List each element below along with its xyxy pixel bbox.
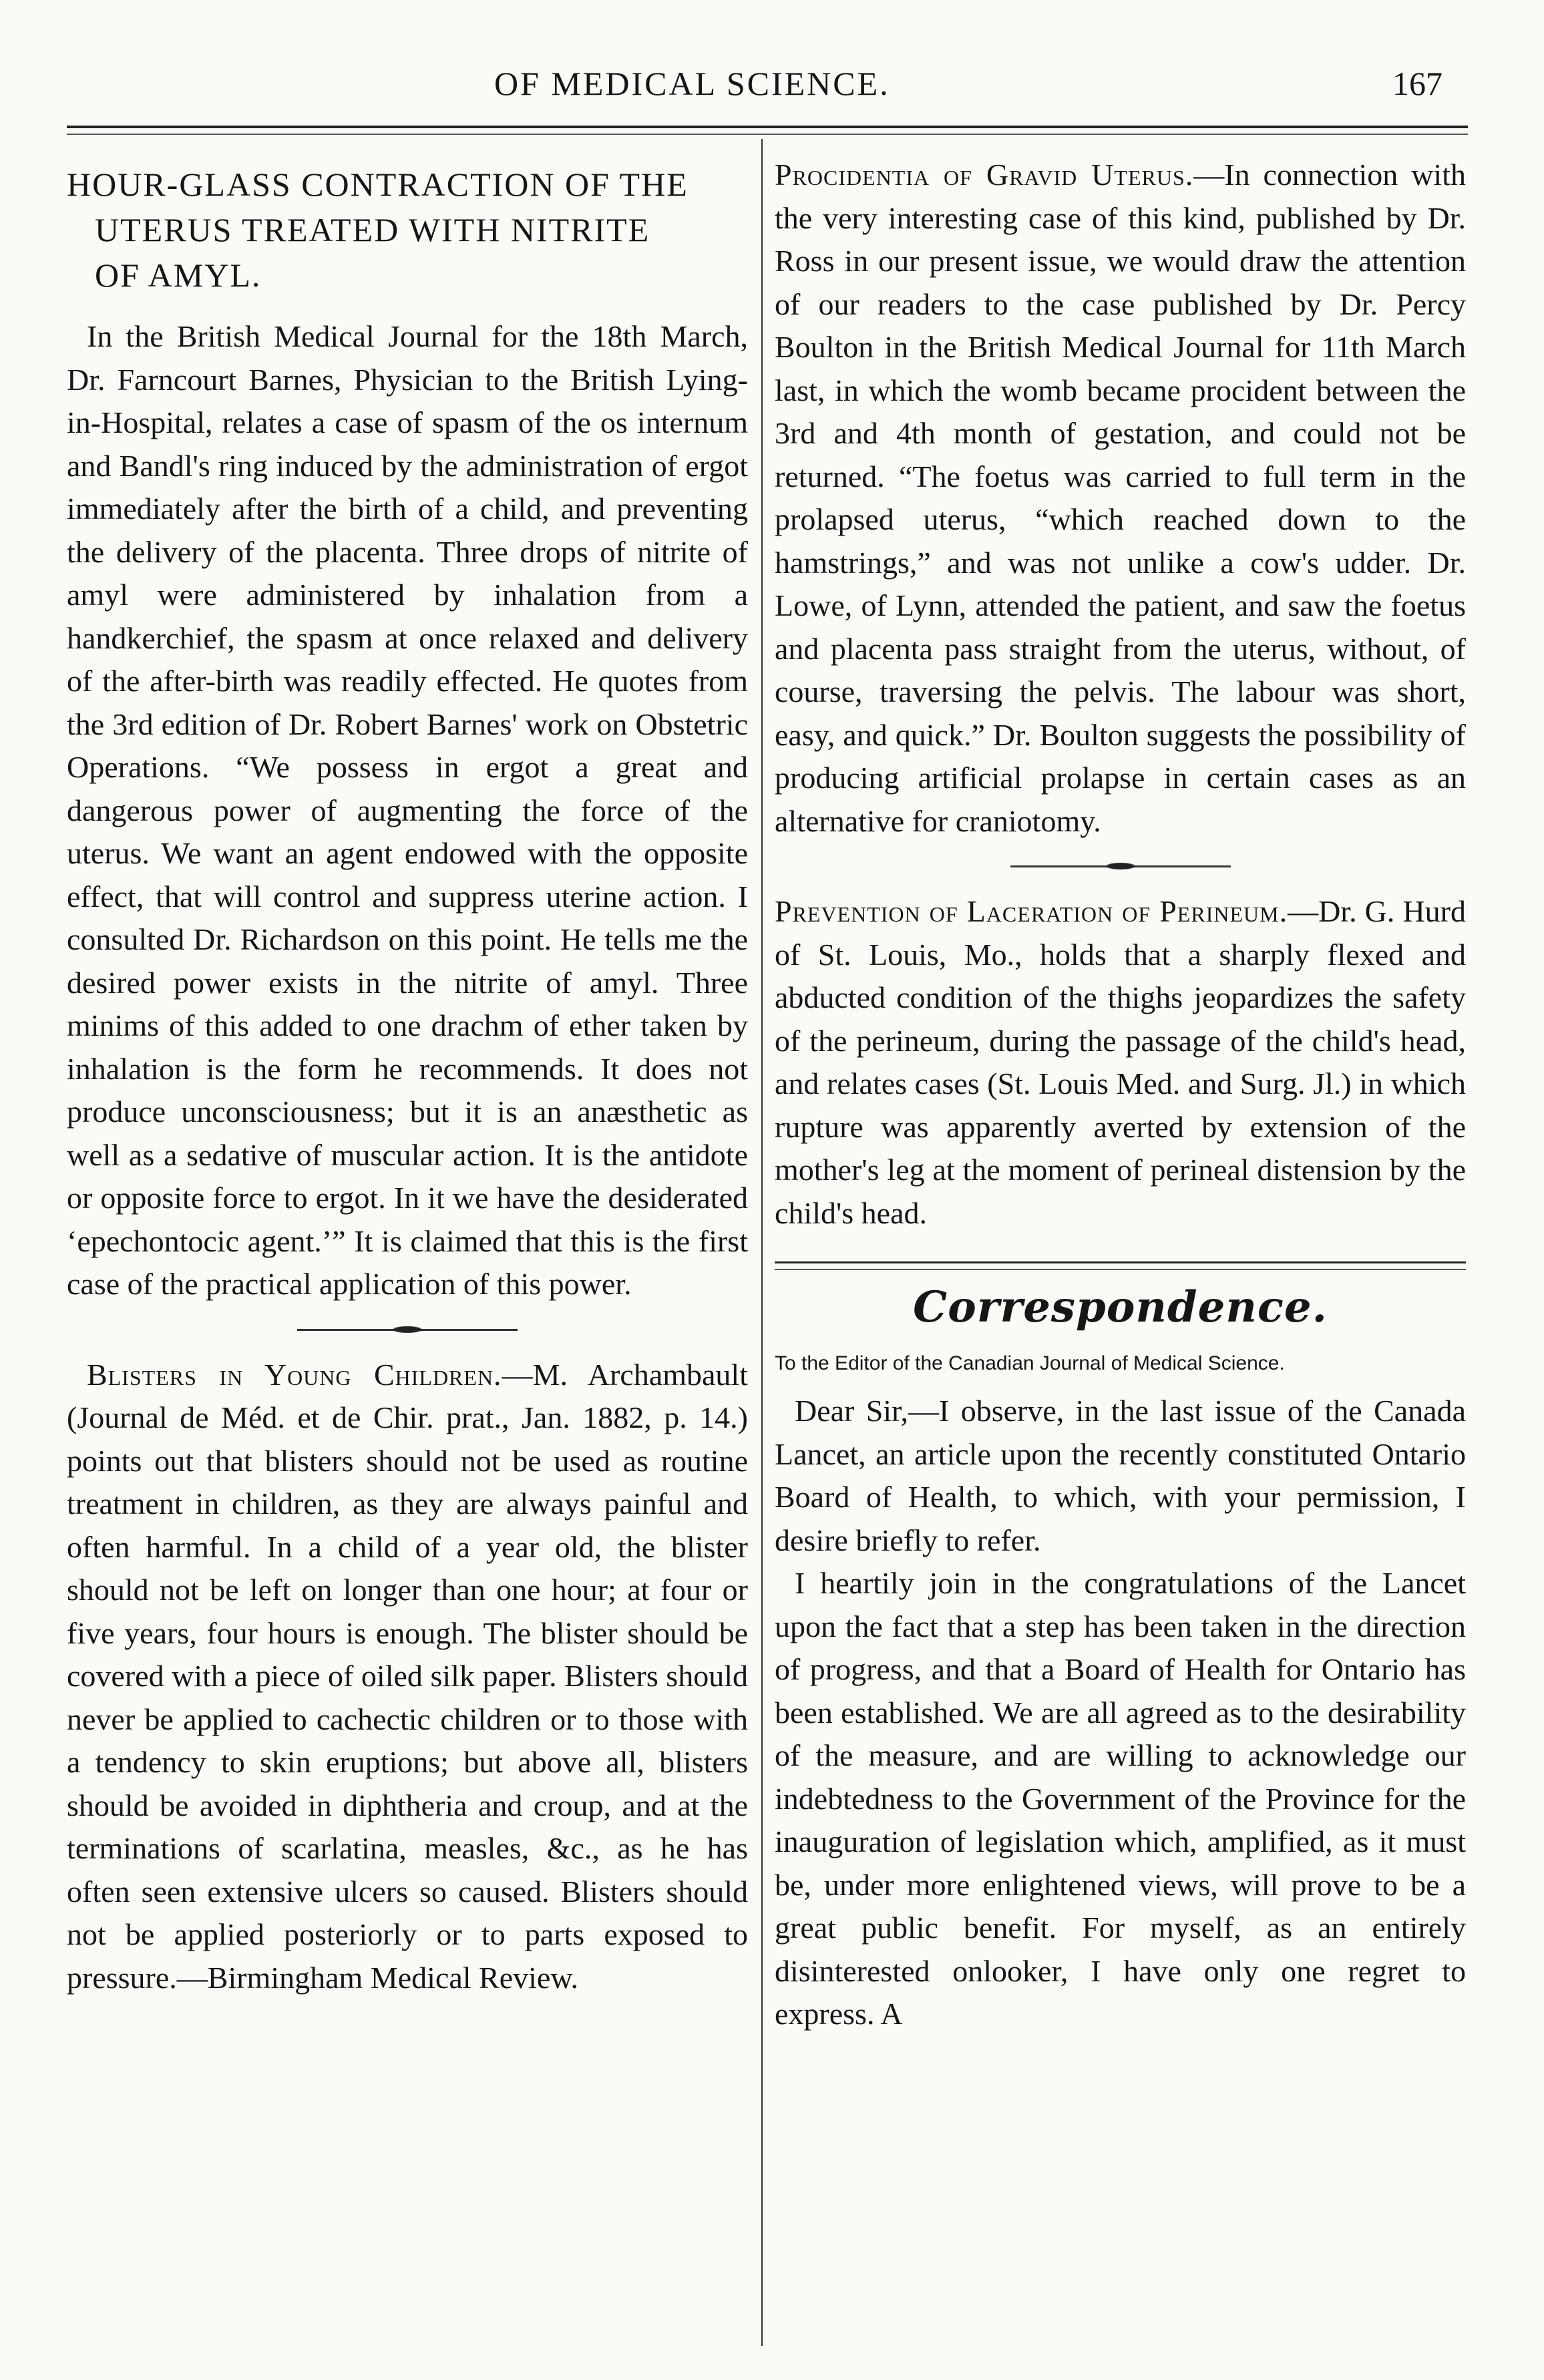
section-separator	[297, 1329, 518, 1331]
article-procidentia	[775, 154, 1466, 843]
article-body-hourglass: In the British Medical Journal for the 18th March, Dr. Farncourt Barnes, Physician to the British Lying-in-Hospital, relates a case of spasm of the os internum and Bandl's ring induced by the administration of ergot immediately after the birth of a child, and preventing the delivery of the placenta. Three drops of nitrite of amyl were administered by inhalation from a handkerchief, the spasm at once relaxed and delivery of the after-birth was readily effected. He quotes from the 3rd edition of Dr. Robert Barnes' work on Obstetric Operations. “We possess in ergot a great and dangerous power of augmenting the force of the uterus. We want an agent endowed with the opposite effect, that will control and suppress uterine action. I consulted Dr. Richardson on this point. He tells me the desired power exists in the nitrite of amyl. Three minims of this added to one drachm of ether taken by inhalation is the form he recommends. It does not produce unconsciousness; but it is an anæsthetic as well as a sedative of muscular action. It is the antidote or opposite force to ergot. In it we have the desiderated ‘epechontocic agent.’” It is claimed that this is the first case of the practical application of this power.	[67, 319, 748, 1301]
article-heading-perineum: Prevention of Laceration of Perineum.	[775, 894, 1288, 928]
section-double-rule	[775, 1261, 1466, 1270]
article-heading-blisters: Blisters in Young Children.	[87, 1357, 502, 1392]
article-body-perineum: —Dr. G. Hurd of St. Louis, Mo., holds that a sharply flexed and abducted condition of the thighs jeopardizes the safety of the perineum, during the passage of the child's head, and relates cases (St. Louis Med. and Surg. Jl.) in which rupture was apparently averted by extension of the mother's leg at the moment of perineal distension by the child's head.	[775, 894, 1466, 1230]
header-rule-thin	[67, 134, 1468, 135]
article-body-procidentia: —In connection with the very interesting case of this kind, published by Dr. Ross in our present issue, we would draw the attention of our readers to the case published by Dr. Percy Boulton in the British Medical Journal for 11th March last, in which the womb became procident between the 3rd and 4th month of gestation, and could not be returned. “The foetus was carried to full term in the prolapsed uterus, “which reached down to the hamstrings,” and was not unlike a cow's udder. Dr. Lowe, of Lynn, attended the patient, and saw the foetus and placenta pass straight from the uterus, without, of course, traversing the pelvis. The labour was short, easy, and quick.” Dr. Boulton suggests the possibility of producing artificial prolapse in certain cases as an alternative for craniotomy.	[775, 158, 1466, 838]
letter-paragraph-2: I heartily join in the congratulations of the Lancet upon the fact that a step has been taken in the direction of progress, and that a Board of Health for Ontario has been established. We are all agreed as to the desirability of the measure, and are willing to acknowledge our indebtedness to the Government of the Province for the inauguration of legislation which, amplified, as it must be, under more enlightened views, will prove to be a great public benefit. For myself, as an entirely disinterested onlooker, I have only one regret to express. A	[775, 1566, 1466, 2031]
column-divider	[761, 139, 763, 2346]
title-line-3: OF AMYL.	[95, 256, 262, 294]
article-blisters	[67, 1354, 748, 2000]
running-head-title: OF MEDICAL SCIENCE.	[494, 65, 890, 102]
letter-paragraph-1: Dear Sir,—I observe, in the last issue of the Canada Lancet, an article upon the recently constituted Ontario Board of Health, to which, with your permission, I desire briefly to refer.	[775, 1394, 1466, 1557]
title-line-1: HOUR-GLASS CONTRACTION OF THE	[67, 166, 689, 203]
section-separator	[1010, 865, 1231, 867]
article-title-hourglass	[67, 162, 748, 298]
right-column	[775, 154, 1466, 2036]
running-head	[0, 57, 1544, 110]
header-rule	[67, 126, 1468, 128]
left-column	[67, 154, 748, 1999]
article-perineum	[775, 890, 1466, 1235]
to-editor-line: To the Editor of the Canadian Journal of Medical Science.	[775, 1352, 1285, 1374]
article-body-blisters: —M. Archambault (Journal de Méd. et de Chir. prat., Jan. 1882, p. 14.) points out that blisters should not be used as routine treatment in children, as they are always painful and often harmful. In a child of a year old, the blister should not be left on longer than one hour; at four or five years, four hours is enough. The blister should be covered with a piece of oiled silk paper. Blisters should never be applied to cachectic children or to those with a tendency to skin eruptions; but above all, blisters should be avoided in diphtheria and croup, and at the terminations of scarlatina, measles, &c., as he has often seen extensive ulcers so caused. Blisters should not be applied posteriorly or to parts exposed to pressure.—Birmingham Medical Review.	[67, 1357, 748, 1995]
article-heading-procidentia: Procidentia of Gravid Uterus.	[775, 158, 1194, 192]
page-number: 167	[1392, 65, 1442, 102]
title-line-2: UTERUS TREATED WITH NITRITE	[95, 211, 650, 248]
correspondence-heading: Correspondence.	[913, 1282, 1328, 1332]
